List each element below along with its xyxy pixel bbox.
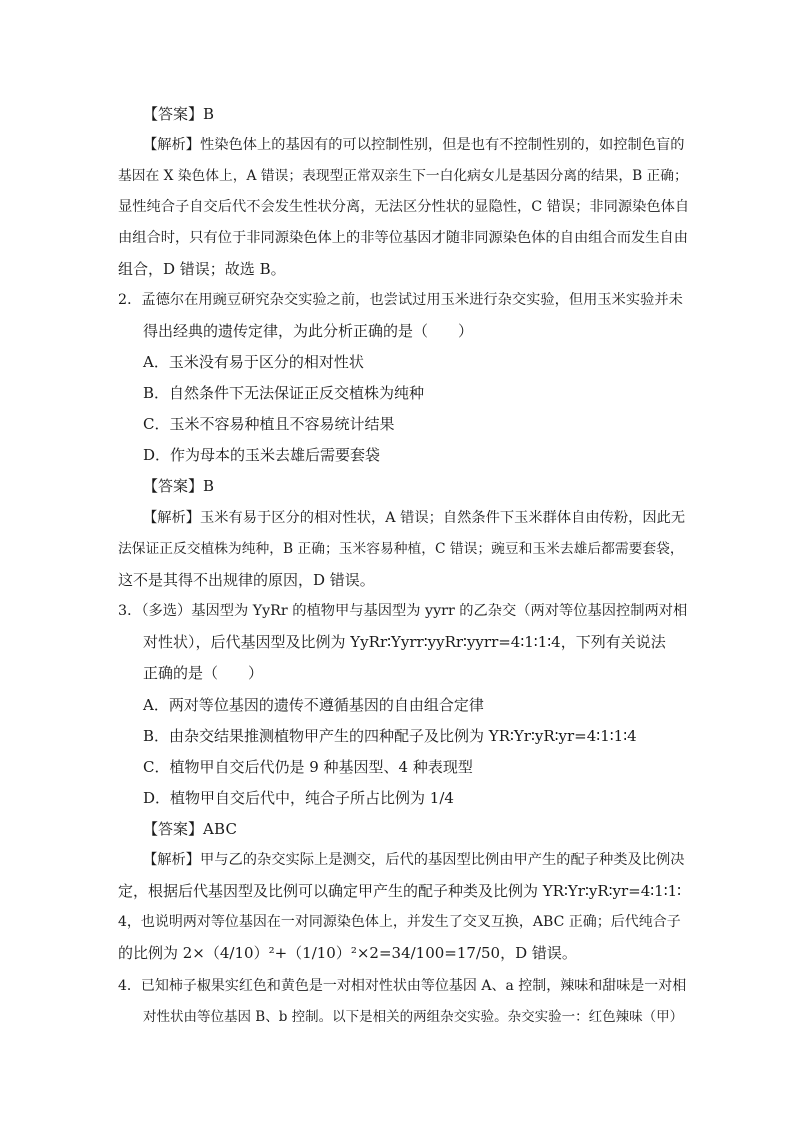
answer-label: 【答案】	[143, 477, 204, 495]
q2-analysis-line-3: 这不是其得不出规律的原因，D 错误。	[118, 571, 375, 589]
q3-option-b: B．由杂交结果推测植物甲产生的四种配子及比例为 YR∶Yr∶yR∶yr=4∶1∶1∶4	[143, 727, 637, 745]
q2-option-d: D．作为母本的玉米去雄后需要套袋	[143, 446, 381, 464]
q3-analysis-line-1: 【解析】甲与乙的杂交实际上是测交，后代的基因型比例由甲产生的配子种类及比例决	[143, 852, 685, 868]
q1-analysis-line-2: 基因在 X 染色体上，A 错误；表现型正常双亲生下一白化病女儿是基因分离的结果，B 正确；	[118, 168, 688, 184]
q1-analysis-line-4: 由组合时，只有位于非同源染色体上的非等位基因才随非同源染色体的自由组合而发生自由	[118, 230, 689, 246]
q3-option-a: A．两对等位基因的遗传不遵循基因的自由组合定律	[143, 696, 484, 714]
analysis-label: 【解析】	[143, 852, 201, 868]
q2-stem-line-1: 2．孟德尔在用豌豆研究杂交实验之前，也尝试过用玉米进行杂交实验，但用玉米实验并未	[118, 292, 683, 308]
q2-option-a: A．玉米没有易于区分的相对性状	[143, 353, 364, 371]
q3-option-d: D．植物甲自交后代中，纯合子所占比例为 1/4	[143, 789, 454, 807]
q3-analysis-line-4: 的比例为 2×（4/10）²+（1/10）²×2=34/100=17/50，D 错误。	[118, 944, 577, 962]
q2-analysis-line-2: 法保证正反交植株为纯种，B 正确；玉米容易种植，C 错误；豌豆和玉米去雄后都需要套袋，	[118, 541, 684, 557]
q1-analysis-line-3: 显性纯合子自交后代不会发生性状分离，无法区分性状的显隐性，C 错误；非同源染色体自	[118, 199, 690, 215]
q4-stem-line-1: 4．已知柿子椒果实红色和黄色是一对相对性状由等位基因 A、a 控制，辣味和甜味是一对相	[118, 978, 687, 994]
q2-answer	[143, 476, 214, 496]
q1-analysis-line-5: 组合，D 错误；故选 B。	[118, 260, 286, 278]
q2-option-c: C．玉米不容易种植且不容易统计结果	[143, 415, 395, 433]
q1-answer-value: B	[203, 105, 215, 123]
q3-stem-line-2: 对性状），后代基因型及比例为 YyRr∶Yyrr∶yyRr∶yyrr=4∶1∶1∶4，下列有关说法	[143, 633, 666, 651]
q4-stem-line-2: 对性状由等位基因 B、b 控制。以下是相关的两组杂交实验。杂交实验一：红色辣味（甲）	[143, 1009, 684, 1025]
q3-stem-line-3: 正确的是（ ）	[143, 664, 264, 682]
analysis-label: 【解析】	[143, 510, 201, 526]
q2-stem-line-2: 得出经典的遗传定律，为此分析正确的是（ ）	[143, 322, 474, 340]
q3-stem-line-1: 3．（多选）基因型为 YyRr 的植物甲与基因型为 yyrr 的乙杂交（两对等位基因控制两对相	[118, 603, 688, 619]
answer-label: 【答案】	[143, 105, 204, 123]
answer-label: 【答案】	[143, 820, 204, 838]
q2-answer-value: B	[203, 477, 215, 495]
q3-analysis-line-3: 4，也说明两对等位基因在一对同源染色体上，并发生了交叉互换，ABC 正确；后代纯合子	[118, 914, 681, 930]
q2-option-b: B．自然条件下无法保证正反交植株为纯种	[143, 384, 425, 402]
q3-answer-value: ABC	[203, 820, 238, 838]
analysis-label: 【解析】	[143, 137, 201, 153]
q3-analysis-line-2: 定，根据后代基因型及比例可以确定甲产生的配子种类及比例为 YR∶Yr∶yR∶yr=4∶1∶1∶	[118, 882, 682, 900]
q3-answer	[143, 819, 237, 839]
q1-answer	[143, 104, 214, 124]
q3-option-c: C．植物甲自交后代仍是 9 种基因型、4 种表现型	[143, 758, 473, 776]
q1-analysis-line-1: 【解析】性染色体上的基因有的可以控制性别，但是也有不控制性别的，如控制色盲的	[143, 137, 685, 153]
q2-analysis-line-1: 【解析】玉米有易于区分的相对性状，A 错误；自然条件下玉米群体自由传粉，因此无	[143, 510, 686, 526]
